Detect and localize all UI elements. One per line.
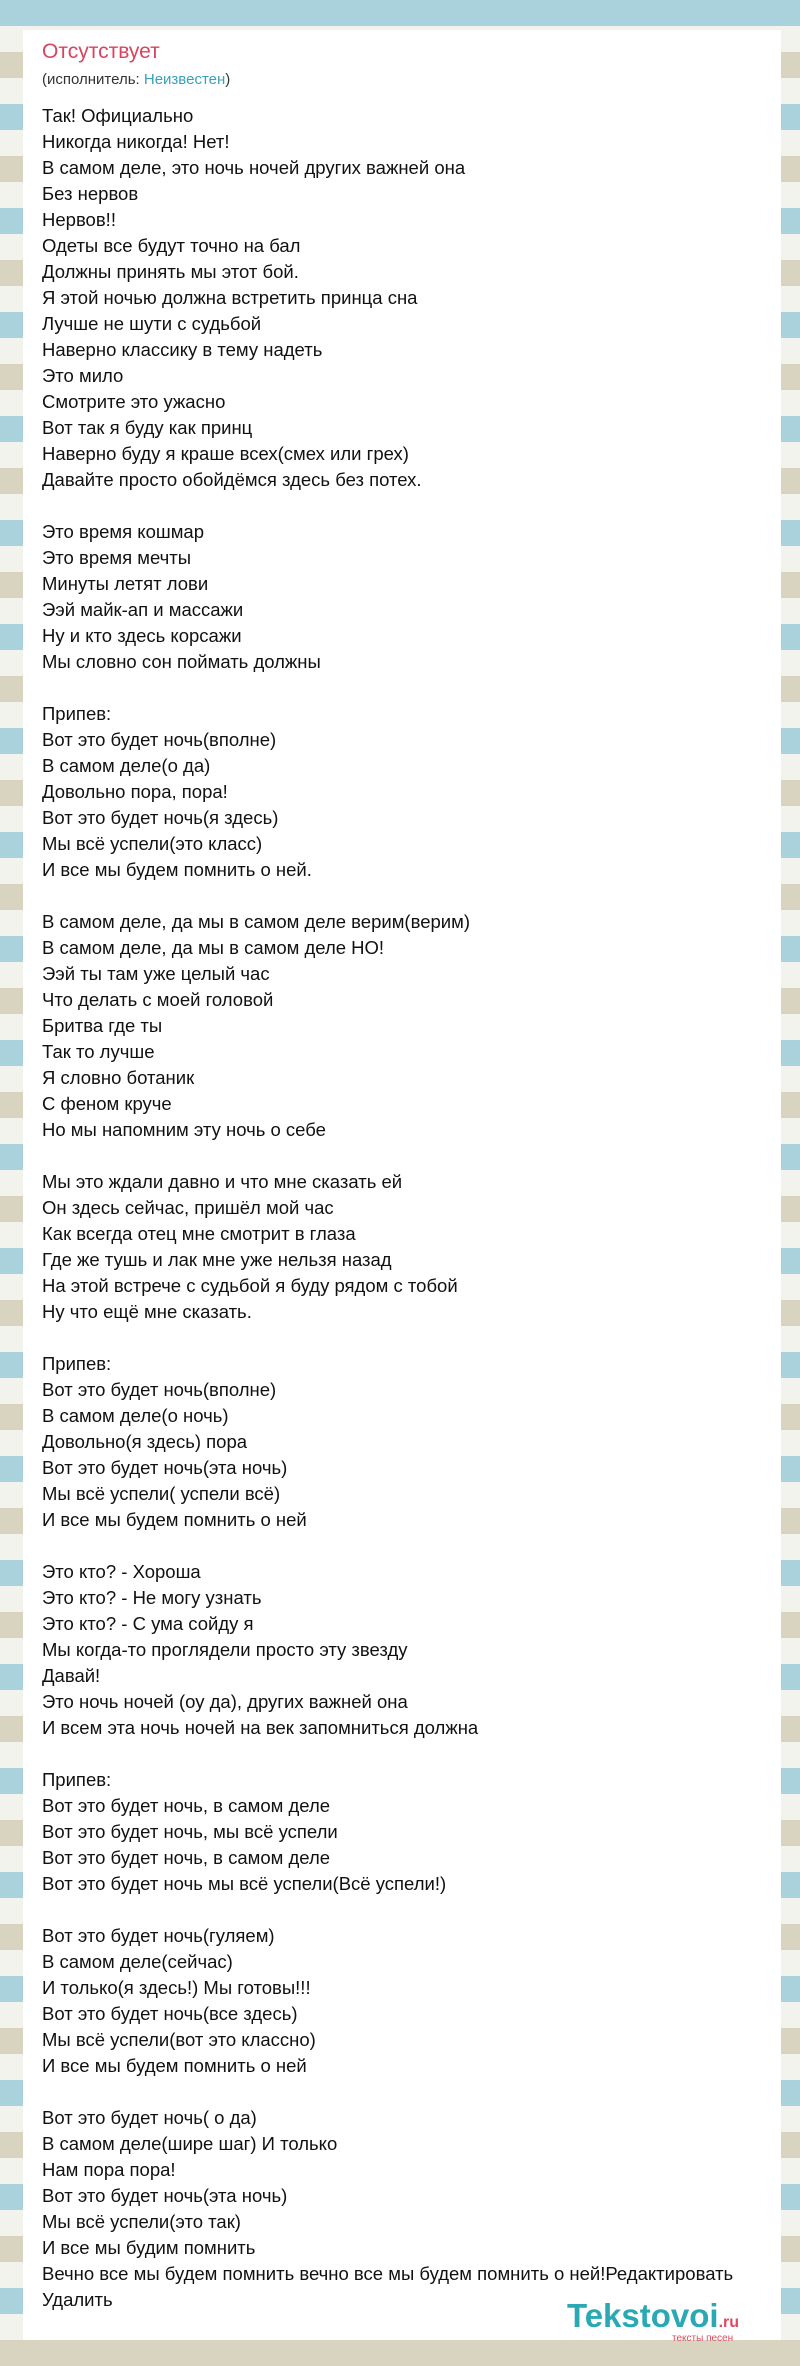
lyric-line: И все мы будим помнить xyxy=(42,2237,256,2258)
lyric-line: В самом деле(сейчас) xyxy=(42,1951,233,1972)
lyric-line: И все мы будем помнить о ней xyxy=(42,2055,307,2076)
lyric-line: Ну и кто здесь корсажи xyxy=(42,625,242,646)
lyric-line: В самом деле(шире шаг) И только xyxy=(42,2133,338,2154)
artist-link[interactable]: Неизвестен xyxy=(143,71,226,88)
lyric-line: Вот так я буду как принц xyxy=(42,417,253,438)
lyric-line: Припев: xyxy=(42,703,112,724)
lyric-line: В самом деле(о да) xyxy=(42,755,211,776)
lyric-line xyxy=(42,2079,782,2105)
lyric-line: Вот это будет ночь(гуляем) xyxy=(42,1925,275,1946)
lyric-line: Давайте просто обойдёмся здесь без потех. xyxy=(42,469,422,490)
lyric-line: Наверно буду я краше всех(смех или грех) xyxy=(42,443,409,464)
lyric-line: И все мы будем помнить о ней xyxy=(42,1509,307,1530)
lyric-line xyxy=(42,883,782,909)
lyric-line: Мы всё успели(это так) xyxy=(42,2211,241,2232)
lyric-line: Это кто? - Хороша xyxy=(42,1561,201,1582)
song-title: Отсутствует xyxy=(42,40,160,63)
lyric-line: Это мило xyxy=(42,365,124,386)
lyric-line: Ну что ещё мне сказать. xyxy=(42,1301,252,1322)
edit-link[interactable]: Редактировать xyxy=(605,2263,734,2284)
lyric-line: Мы всё успели(вот это классно) xyxy=(42,2029,316,2050)
lyric-line: Одеты все будут точно на бал xyxy=(42,235,301,256)
lyric-line: Бритва где ты xyxy=(42,1015,163,1036)
lyric-line: Наверно классику в тему надеть xyxy=(42,339,323,360)
site-logo[interactable] xyxy=(567,2298,772,2348)
lyric-line: Припев: xyxy=(42,1769,112,1790)
lyric-line: Вот это будет ночь(вполне) xyxy=(42,1379,277,1400)
lyric-line: Довольно пора, пора! xyxy=(42,781,228,802)
logo-name: Tekstovoi xyxy=(567,2297,719,2334)
lyric-line: Где же тушь и лак мне уже нельзя назад xyxy=(42,1249,392,1270)
lyric-line: В самом деле(о ночь) xyxy=(42,1405,229,1426)
lyric-line xyxy=(42,1741,782,1767)
lyric-line: Так то лучше xyxy=(42,1041,155,1062)
lyric-line xyxy=(42,493,782,519)
lyric-line: Ээй ты там уже целый час xyxy=(42,963,270,984)
lyric-line: Это время мечты xyxy=(42,547,192,568)
lyric-line: Но мы напомним эту ночь о себе xyxy=(42,1119,326,1140)
lyric-line: С феном круче xyxy=(42,1093,172,1114)
lyric-line: Что делать с моей головой xyxy=(42,989,274,1010)
lyric-line: Это кто? - С ума сойду я xyxy=(42,1613,254,1634)
lyric-line: Вот это будет ночь(все здесь) xyxy=(42,2003,298,2024)
lyric-line: Вот это будет ночь, мы всё успели xyxy=(42,1821,338,1842)
lyric-line: Это время кошмар xyxy=(42,521,205,542)
lyric-line: Вот это будет ночь(эта ночь) xyxy=(42,1457,288,1478)
lyric-line: И только(я здесь!) Мы готовы!!! xyxy=(42,1977,311,1998)
lyric-line: Вот это будет ночь( о да) xyxy=(42,2107,257,2128)
lyric-line: В самом деле, да мы в самом деле НО! xyxy=(42,937,385,958)
lyric-line: Как всегда отец мне смотрит в глаза xyxy=(42,1223,356,1244)
lyric-line: Я этой ночью должна встретить принца сна xyxy=(42,287,418,308)
delete-link[interactable]: Удалить xyxy=(42,2289,113,2310)
lyric-line: Ээй майк-ап и массажи xyxy=(42,599,244,620)
lyric-line: На этой встрече с судьбой я буду рядом с тобой xyxy=(42,1275,458,1296)
lyric-line xyxy=(42,675,782,701)
lyric-line: И всем эта ночь ночей на век запомниться должна xyxy=(42,1717,479,1738)
lyric-line xyxy=(42,1325,782,1351)
lyric-line: Нервов!! xyxy=(42,209,116,230)
lyric-line: Должны принять мы этот бой. xyxy=(42,261,299,282)
lyric-line: Вот это будет ночь, в самом деле xyxy=(42,1795,331,1816)
logo-tagline: тексты песен xyxy=(672,2333,734,2344)
artist-line xyxy=(42,71,230,88)
lyric-line: Вот это будет ночь(я здесь) xyxy=(42,807,279,828)
lyric-line: Вот это будет ночь(вполне) xyxy=(42,729,277,750)
lyric-line: Давай! xyxy=(42,1665,101,1686)
logo-tld: .ru xyxy=(718,2314,740,2331)
lyric-line: Припев: xyxy=(42,1353,112,1374)
lyric-line: Это кто? - Не могу узнать xyxy=(42,1587,262,1608)
lyric-line: И все мы будем помнить о ней. xyxy=(42,859,312,880)
lyric-line xyxy=(42,1533,782,1559)
lyric-line: Мы словно сон поймать должны xyxy=(42,651,321,672)
lyric-line: Он здесь сейчас, пришёл мой час xyxy=(42,1197,334,1218)
lyric-line: Мы когда-то проглядели просто эту звезду xyxy=(42,1639,408,1660)
lyric-line: Это ночь ночей (оу да), других важней она xyxy=(42,1691,408,1712)
lyric-line-last-text: Вечно все мы будем помнить вечно все мы будем помнить о ней! xyxy=(42,2263,606,2284)
lyric-line: Мы всё успели(это класс) xyxy=(42,833,263,854)
lyric-line: Вот это будет ночь, в самом деле xyxy=(42,1847,331,1868)
lyric-line: Вот это будет ночь мы всё успели(Всё успели!) xyxy=(42,1873,447,1894)
lyric-line: Лучше не шути с судьбой xyxy=(42,313,262,334)
lyric-line: В самом деле, это ночь ночей других важней она xyxy=(42,157,466,178)
lyric-line-last xyxy=(42,2261,782,2287)
lyric-line xyxy=(42,1143,782,1169)
lyric-line: Никогда никогда! Нет! xyxy=(42,131,230,152)
lyric-line: Без нервов xyxy=(42,183,139,204)
artist-prefix: (исполнитель: xyxy=(42,71,144,88)
lyric-line: Так! Официально xyxy=(42,105,194,126)
lyric-line: Смотрите это ужасно xyxy=(42,391,226,412)
lyric-line: Минуты летят лови xyxy=(42,573,209,594)
lyric-line xyxy=(42,1897,782,1923)
lyric-line: Нам пора пора! xyxy=(42,2159,176,2180)
lyric-line: В самом деле, да мы в самом деле верим(верим) xyxy=(42,911,470,932)
lyric-line: Мы это ждали давно и что мне сказать ей xyxy=(42,1171,403,1192)
lyric-line: Мы всё успели( успели всё) xyxy=(42,1483,281,1504)
lyric-line: Довольно(я здесь) пора xyxy=(42,1431,248,1452)
lyric-line: Вот это будет ночь(эта ночь) xyxy=(42,2185,288,2206)
lyric-line: Я словно ботаник xyxy=(42,1067,195,1088)
lyrics-text xyxy=(42,103,782,2313)
artist-suffix: ) xyxy=(225,71,231,88)
